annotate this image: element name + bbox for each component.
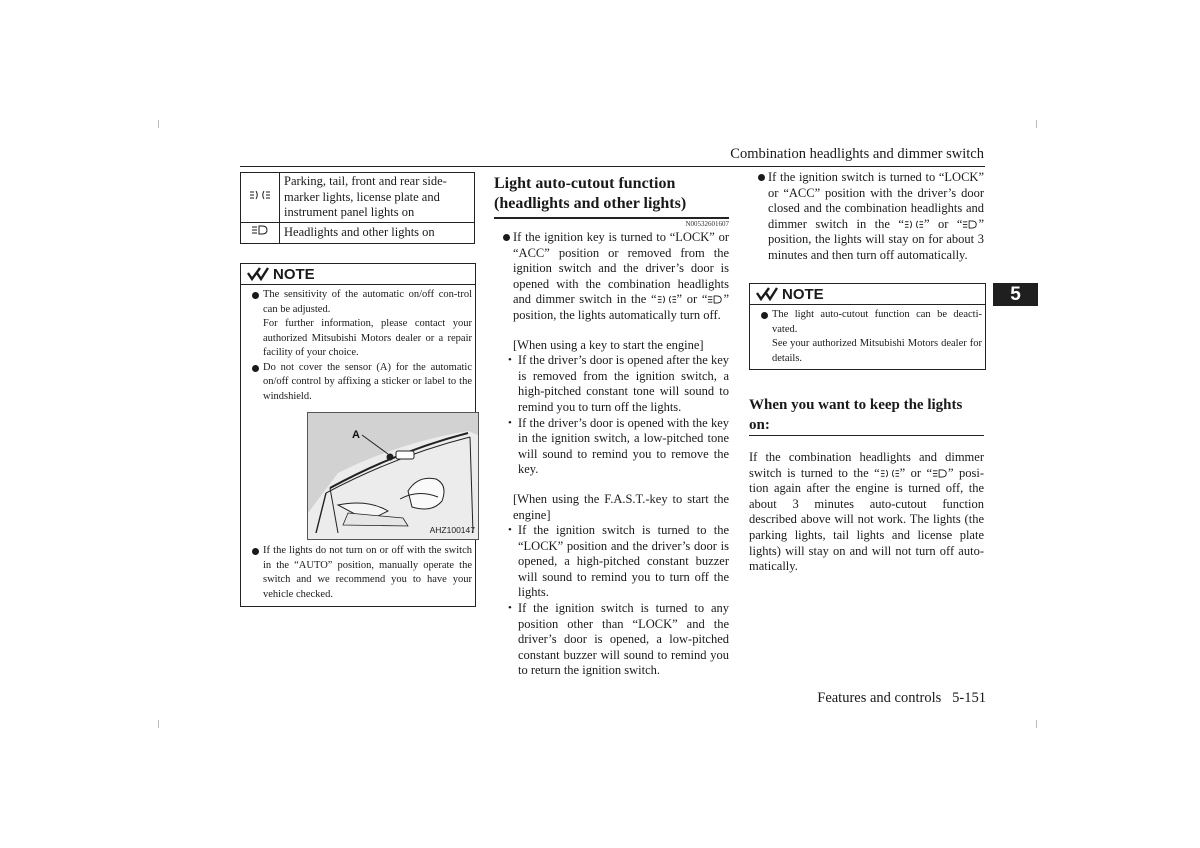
windshield-sensor-figure [307, 412, 479, 540]
parking-lights-icon [904, 219, 924, 230]
title-rule [749, 435, 984, 436]
note-box [749, 283, 986, 370]
document-id: N00532601607 [685, 220, 729, 228]
running-header: Combination headlights and dimmer switch [730, 146, 984, 162]
note-item: The light auto-cutout function can be deacti-vated. [760, 308, 982, 337]
table-row [241, 173, 475, 223]
symbol-description: Parking, tail, front and rear side-marker lights, license plate and instrument panel lights on [280, 173, 475, 223]
auto-cutout-paragraph [502, 230, 729, 324]
note-heading-text: NOTE [273, 265, 315, 283]
list-item: • If the ignition switch is turned to any position other than “LOCK” and the driver’s door is opened, a low-pitched constant buzzer will sound to remind you to return the ignition switch. [502, 601, 729, 679]
note-heading-text: NOTE [782, 285, 824, 303]
text-run: ” or “ [676, 292, 708, 307]
parking-lights-icon [880, 468, 900, 479]
parking-lights-icon [657, 294, 677, 305]
section-title: When you want to keep the lights on: [749, 397, 963, 433]
sensor-label: A [352, 429, 360, 441]
headlight-icon [707, 294, 723, 305]
headlight-icon [962, 219, 978, 230]
note-item-continuation: For further information, please contact your authorized Mitsubishi Motors dealer or a repair facility of your choice. [263, 318, 472, 358]
chapter-tab: 5 [993, 283, 1038, 306]
footer-section: Features and controls [817, 690, 942, 706]
crop-mark [1036, 720, 1037, 728]
list-item: • If the driver’s door is opened with the key in the ignition switch, a low-pitched tone will sound to remind you to remove the key. [502, 416, 729, 478]
symbol-cell [241, 173, 280, 223]
note-box [240, 263, 476, 607]
header-rule [240, 166, 985, 167]
lights-stay-on-paragraph [757, 170, 984, 264]
key-start-heading: [When using a key to start the engine] [513, 337, 704, 352]
page-number: 5-151 [952, 690, 986, 706]
text-run: ” position, the lights automatically turn off. [513, 292, 729, 322]
page-footer [760, 690, 986, 707]
windshield-illustration [308, 413, 478, 539]
text-run: ” or “ [899, 465, 933, 480]
crop-mark [158, 120, 159, 128]
text-run: ” position, the lights will stay on for about 3 minutes and then turn off automatically. [768, 216, 984, 262]
crop-mark [158, 720, 159, 728]
section-body [749, 450, 984, 575]
checkmark-icon [756, 287, 778, 301]
parking-lights-icon [249, 189, 271, 201]
note-body [750, 305, 985, 369]
note-item: If the lights do not turn on or off with the switch in the “AUTO” position, manually operate the switch and we recommend you to have your vehicle checked. [251, 544, 472, 602]
table-row [241, 222, 475, 243]
note-item: Do not cover the sensor (A) for the automatic on/off control by affixing a sticker or label to the windshield. [251, 361, 472, 405]
crop-mark [1036, 120, 1037, 128]
note-item: The sensitivity of the automatic on/off con-trol can be adjusted. [251, 288, 472, 317]
note-body [241, 285, 475, 606]
note-heading [750, 284, 985, 305]
text-run: If the combination headlights and dimmer switch is turned to the “ [749, 450, 984, 480]
note-heading [241, 264, 475, 285]
symbol-cell [241, 222, 280, 243]
list-item: • If the driver’s door is opened after the key is removed from the ignition switch, a high-pitched constant tone will sound to remind you to turn off the lights. [502, 353, 729, 415]
column3-paragraph [757, 170, 984, 264]
note-item-continuation: See your authorized Mitsubishi Motors dealer for details. [772, 338, 982, 364]
headlight-icon [932, 468, 948, 479]
figure-caption: AHZ100147 [429, 524, 475, 535]
list-item: • If the ignition switch is turned to the “LOCK” position and the driver’s door is opened, a high-pitched constant buzzer will sound to remind you to turn off the lights. [502, 523, 729, 601]
text-run: ” posi-tion again after the engine is turned off, the about 3 minutes auto-cutout function described above will not work. The lights (the parking lights, tail lights and license plate lights) will stay on and will not turn off auto-matically. [749, 465, 984, 574]
title-rule [494, 217, 729, 219]
light-symbols-table [240, 172, 475, 244]
checkmark-icon [247, 267, 269, 281]
text-run: If the ignition key is turned to “LOCK” or “ACC” position or removed from the ignition switch and the driver’s door is opened with the combination headlights and dimmer switch in the “ [513, 230, 729, 307]
section-title: Light auto-cutout function (headlights and other lights) [494, 175, 687, 212]
fast-key-heading: [When using the F.A.S.T.-key to start the engine] [513, 491, 729, 522]
headlight-icon [251, 224, 269, 236]
symbol-description: Headlights and other lights on [280, 222, 475, 243]
keep-lights-on-paragraph [749, 450, 984, 575]
text-run: If the ignition switch is turned to “LOCK” or “ACC” position with the driver’s door closed and the combination headlights and dimmer switch in the “ [768, 170, 984, 231]
section-body [502, 230, 729, 679]
text-run: ” or “ [923, 216, 963, 231]
